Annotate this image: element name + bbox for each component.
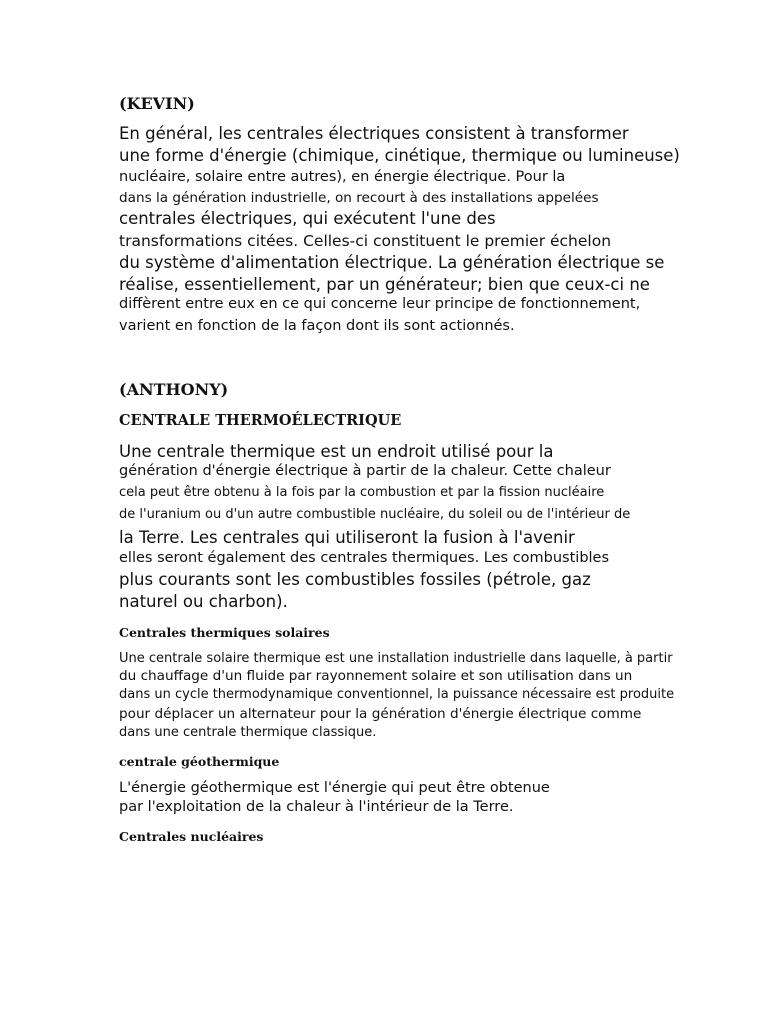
author-label-anthony: (ANTHONY) <box>119 380 229 399</box>
paragraph-line: Une centrale thermique est un endroit utilisé pour la <box>119 442 554 461</box>
paragraph-line: transformations citées. Celles-ci constituent le premier échelon <box>119 232 612 250</box>
paragraph-line: du système d'alimentation électrique. La génération électrique se <box>119 253 665 272</box>
paragraph-line: la Terre. Les centrales qui utiliseront la fusion à l'avenir <box>119 528 575 547</box>
paragraph-line: centrales électriques, qui exécutent l'une des <box>119 209 496 228</box>
paragraph-line: cela peut être obtenu à la fois par la combustion et par la fission nucléaire <box>119 485 605 500</box>
paragraph-line: diffèrent entre eux en ce qui concerne leur principe de fonctionnement, <box>119 296 641 312</box>
paragraph-line: dans une centrale thermique classique. <box>119 725 377 740</box>
paragraph-line: réalise, essentiellement, par un générateur; bien que ceux-ci ne <box>119 275 650 294</box>
paragraph-line: génération d'énergie électrique à partir de la chaleur. Cette chaleur <box>119 463 611 479</box>
section-title: CENTRALE THERMOÉLECTRIQUE <box>119 412 402 429</box>
paragraph-line: elles seront également des centrales thermiques. Les combustibles <box>119 550 610 566</box>
author-label-kevin: (KEVIN) <box>119 94 195 113</box>
subsection-heading-solar: Centrales thermiques solaires <box>119 625 330 640</box>
paragraph-line: nucléaire, solaire entre autres), en énergie électrique. Pour la <box>119 169 566 185</box>
paragraph-line: dans un cycle thermodynamique conventionnel, la puissance nécessaire est produite <box>119 687 675 702</box>
subsection-heading-nuclear: Centrales nucléaires <box>119 829 264 844</box>
paragraph-line: varient en fonction de la façon dont ils sont actionnés. <box>119 318 515 334</box>
paragraph-line: par l'exploitation de la chaleur à l'intérieur de la Terre. <box>119 799 514 815</box>
paragraph-line: naturel ou charbon). <box>119 592 288 611</box>
paragraph-line: plus courants sont les combustibles fossiles (pétrole, gaz <box>119 570 591 589</box>
paragraph-line: du chauffage d'un fluide par rayonnement solaire et son utilisation dans un <box>119 668 633 684</box>
paragraph-line: Une centrale solaire thermique est une installation industrielle dans laquelle, à partir <box>119 651 673 666</box>
subsection-heading-geothermal: centrale géothermique <box>119 754 280 769</box>
paragraph-line: En général, les centrales électriques consistent à transformer <box>119 124 629 143</box>
paragraph-line: L'énergie géothermique est l'énergie qui peut être obtenue <box>119 780 550 796</box>
paragraph-line: pour déplacer un alternateur pour la génération d'énergie électrique comme <box>119 706 642 722</box>
paragraph-line: une forme d'énergie (chimique, cinétique, thermique ou lumineuse) <box>119 146 680 165</box>
paragraph-line: dans la génération industrielle, on recourt à des installations appelées <box>119 190 599 206</box>
paragraph-line: de l'uranium ou d'un autre combustible nucléaire, du soleil ou de l'intérieur de <box>119 507 631 522</box>
